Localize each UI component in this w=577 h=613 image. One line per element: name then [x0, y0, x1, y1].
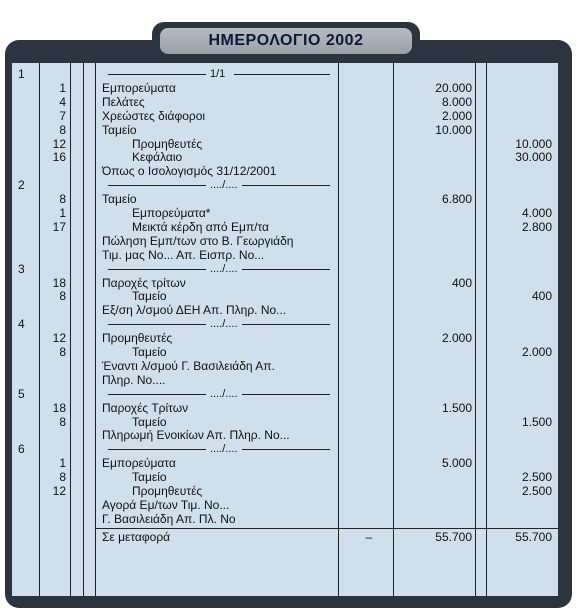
account-code: 8 — [59, 289, 66, 304]
journal-row — [12, 206, 558, 221]
account-description: Προμηθευτές — [102, 331, 173, 346]
separator-line — [242, 394, 330, 395]
account-description: Εμπορεύματα — [102, 80, 176, 95]
separator-line — [108, 269, 206, 270]
separator-line — [234, 74, 330, 75]
entry-separator — [102, 178, 330, 193]
entry-separator — [102, 317, 330, 332]
account-description: Εξ/ση λ/σμού ΔΕΗ Απ. Πληρ. Νο... — [102, 303, 287, 318]
account-code: 4 — [59, 94, 66, 109]
separator-line — [108, 449, 206, 450]
account-description: Πληρ. Νο.... — [102, 372, 166, 387]
journal-row — [12, 234, 558, 249]
entry-separator — [102, 387, 330, 402]
day-row — [12, 387, 558, 402]
total-dash: – — [365, 529, 373, 544]
account-description: Χρεώστες διάφοροι — [102, 108, 206, 123]
account-code: 8 — [59, 470, 66, 485]
day-row — [12, 442, 558, 457]
account-description: Μεικτά κέρδη από Εμπ/τα — [132, 219, 269, 234]
account-code: 1 — [59, 456, 66, 471]
total-debit: 55.700 — [435, 529, 472, 544]
separator-label: ..../.... — [210, 443, 238, 456]
total-row — [12, 530, 558, 545]
journal-row — [12, 401, 558, 416]
day-row — [12, 317, 558, 332]
day-number: 6 — [18, 442, 25, 457]
account-code: 17 — [52, 219, 66, 234]
account-description: Ταμείο — [102, 192, 137, 207]
journal-row — [12, 123, 558, 138]
account-description: Παροχές τρίτων — [102, 275, 186, 290]
day-number: 3 — [18, 261, 25, 276]
entry-separator — [102, 262, 330, 277]
credit-amount: 2.500 — [521, 470, 552, 485]
journal-row — [12, 498, 558, 513]
day-row — [12, 262, 558, 277]
account-description: Αγορά Εμ/των Τιμ. Νο... — [102, 497, 230, 512]
credit-amount: 4.000 — [521, 206, 552, 220]
credit-amount: 1.500 — [521, 414, 552, 429]
separator-label: ..../.... — [210, 179, 238, 192]
account-description: Ταμείο — [132, 414, 167, 429]
debit-amount: 20.000 — [435, 80, 472, 95]
separator-line — [108, 74, 206, 75]
account-description: Ταμείο — [102, 122, 137, 137]
journal-row — [12, 109, 558, 124]
account-code: 8 — [59, 414, 66, 429]
account-code: 12 — [52, 136, 66, 151]
credit-amount: 2.800 — [521, 219, 552, 234]
journal-row — [12, 220, 558, 235]
day-number: 2 — [18, 178, 25, 193]
journal-row — [12, 470, 558, 485]
account-code: 1 — [59, 206, 66, 220]
journal-sheet — [12, 63, 558, 596]
account-description: Ταμείο — [132, 470, 167, 485]
journal-row — [12, 415, 558, 430]
account-code: 12 — [52, 484, 66, 498]
account-description: Προμηθευτές — [132, 484, 203, 498]
journal-row — [12, 359, 558, 374]
separator-line — [108, 324, 206, 325]
journal-row — [12, 456, 558, 471]
debit-amount: 8.000 — [441, 94, 472, 109]
journal-row — [12, 512, 558, 527]
debit-amount: 5.000 — [441, 456, 472, 471]
journal-row — [12, 95, 558, 110]
credit-amount: 10.000 — [515, 136, 552, 151]
debit-amount: 2.000 — [441, 108, 472, 123]
credit-amount: 400 — [531, 289, 552, 304]
separator-line — [108, 394, 206, 395]
account-code: 16 — [52, 150, 66, 165]
account-code: 12 — [52, 331, 66, 346]
account-description: Ταμείο — [132, 289, 167, 304]
journal-row — [12, 484, 558, 499]
journal-row — [12, 150, 558, 165]
debit-amount: 2.000 — [441, 331, 472, 346]
account-description: Πληρωμή Ενοικίων Απ. Πληρ. Νο... — [102, 428, 290, 443]
account-code: 8 — [59, 122, 66, 137]
debit-amount: 1.500 — [441, 400, 472, 415]
credit-amount: 2.500 — [521, 484, 552, 498]
account-code: 8 — [59, 192, 66, 207]
account-description: Εμπορεύματα — [102, 456, 176, 471]
day-number: 4 — [18, 317, 25, 332]
entry-separator — [102, 442, 330, 457]
account-description: Πελάτες — [102, 94, 145, 109]
account-description: Όπως ο Ισολογισμός 31/12/2001 — [102, 164, 277, 179]
day-number: 5 — [18, 386, 25, 401]
credit-amount: 30.000 — [515, 150, 552, 165]
journal-row — [12, 428, 558, 443]
journal-row — [12, 276, 558, 291]
separator-line — [242, 185, 330, 186]
account-description: Ταμείο — [132, 345, 167, 359]
journal-row — [12, 373, 558, 388]
separator-line — [242, 269, 330, 270]
day-number: 1 — [18, 67, 25, 81]
account-description: Τιμ. μας Νο... Απ. Εισπρ. Νο... — [102, 247, 265, 262]
journal-row — [12, 248, 558, 263]
debit-amount: 6.800 — [441, 192, 472, 207]
separator-label: 1/1 — [210, 68, 226, 80]
journal-row — [12, 137, 558, 152]
account-code: 7 — [59, 108, 66, 123]
journal-row — [12, 331, 558, 346]
separator-line — [242, 449, 330, 450]
separator-label: ..../.... — [210, 387, 238, 400]
journal-row — [12, 289, 558, 304]
journal-row — [12, 345, 558, 360]
account-description: Πώληση Εμπ/των στο Β. Γεωργιάδη — [102, 233, 294, 248]
day-row — [12, 178, 558, 193]
journal-row — [12, 303, 558, 318]
journal-row — [12, 81, 558, 96]
journal-row — [12, 164, 558, 179]
account-code: 8 — [59, 345, 66, 359]
entry-separator — [102, 67, 330, 82]
page-title: ΗΜΕΡΟΛΟΓΙΟ 2002 — [160, 28, 412, 54]
separator-line — [108, 185, 206, 186]
total-label: Σε μεταφορά — [102, 529, 171, 544]
separator-label: ..../.... — [210, 318, 238, 331]
day-row — [12, 67, 558, 82]
account-description: Κεφάλαιο — [132, 150, 183, 165]
separator-line — [242, 324, 330, 325]
account-description: Γ. Βασιλειάδη Απ. Πλ. Νο — [102, 511, 236, 526]
account-code: 18 — [52, 400, 66, 415]
total-rule — [96, 528, 558, 529]
credit-amount: 2.000 — [521, 345, 552, 359]
account-description: Προμηθευτές — [132, 136, 203, 151]
separator-label: ..../.... — [210, 262, 238, 275]
journal-row — [12, 192, 558, 207]
total-credit: 55.700 — [515, 529, 552, 544]
account-description: Εμπορεύματα* — [132, 206, 211, 220]
account-code: 1 — [59, 80, 66, 95]
account-description: Παροχές Τρίτων — [102, 400, 189, 415]
debit-amount: 10.000 — [435, 122, 472, 137]
debit-amount: 400 — [451, 275, 472, 290]
account-description: Έναντι λ/σμού Γ. Βασιλειάδη Απ. — [102, 358, 275, 373]
account-code: 18 — [52, 275, 66, 290]
